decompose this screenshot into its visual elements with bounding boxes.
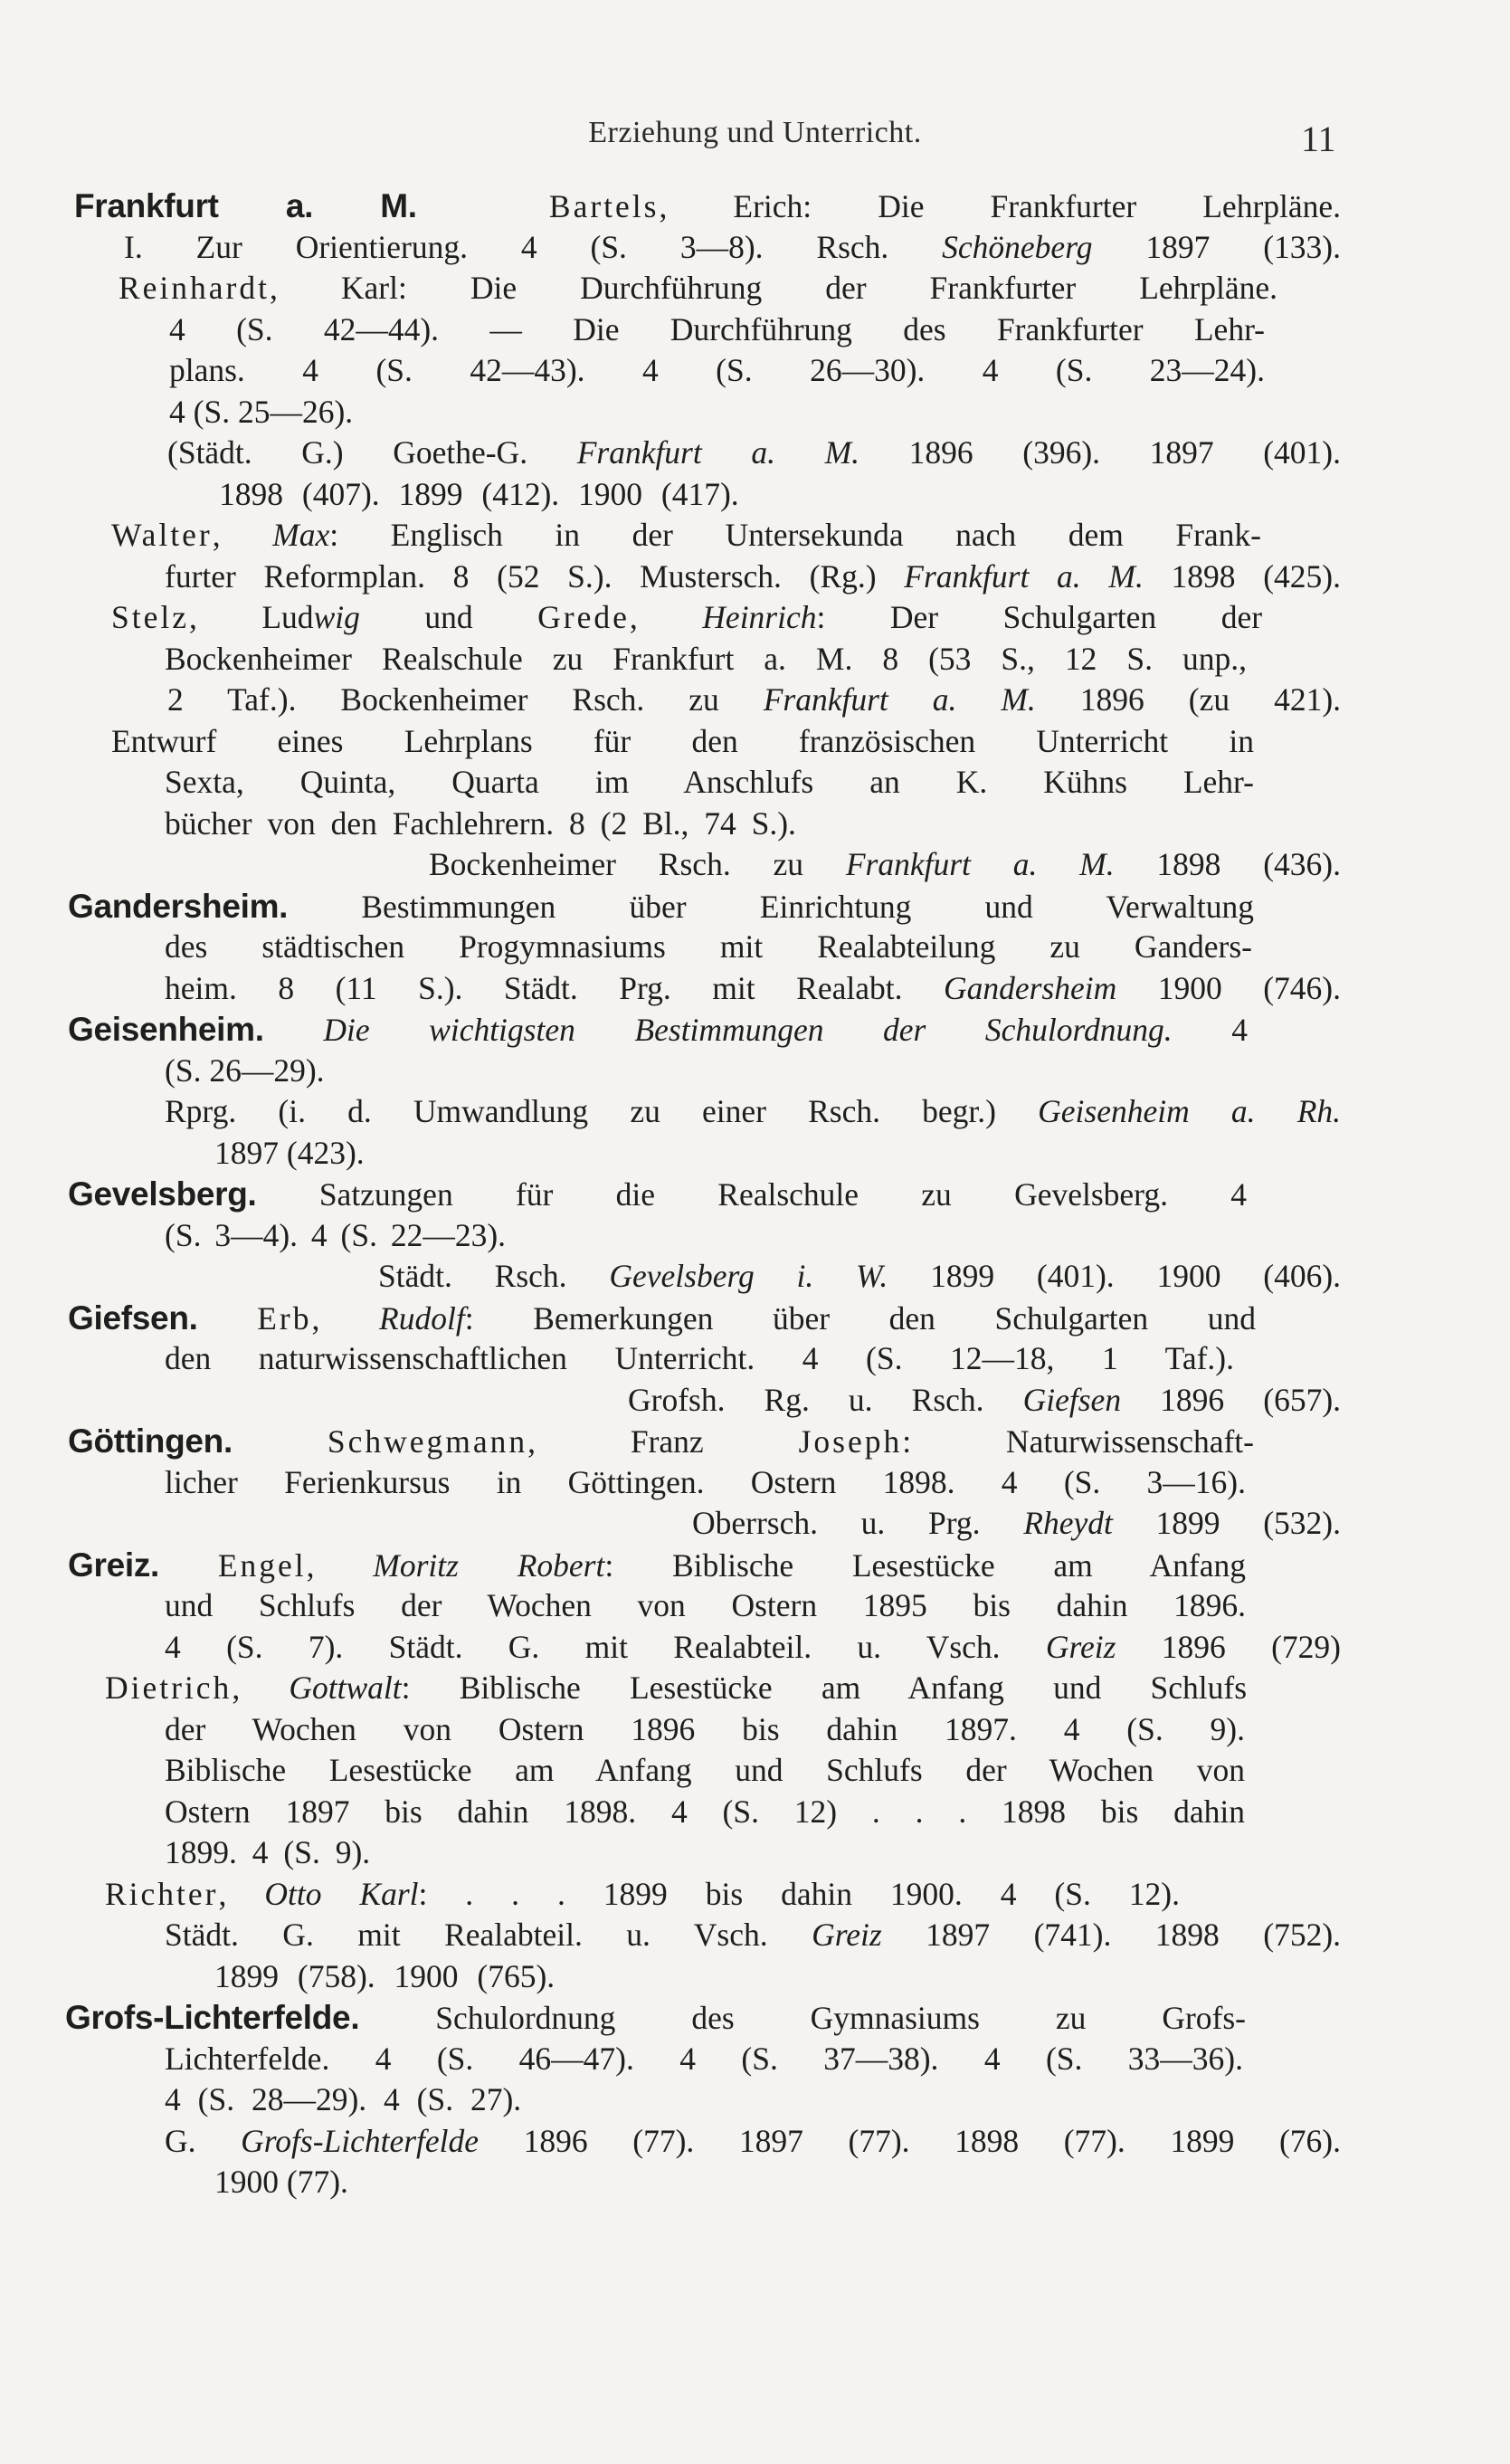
text-line: Geisenheim. Die wichtigsten Bestimmungen der Schulordnung. 4 xyxy=(68,1011,1248,1048)
place-heading: Geisenheim. xyxy=(68,1011,264,1048)
text-line: Walter, Max: Englisch in der Untersekunda nach dem Frank- xyxy=(111,517,1261,553)
entry-gandersheim xyxy=(65,886,1341,1010)
text-line: Grofs-Lichterfelde. Schulordnung des Gymnasiums zu Grofs- xyxy=(65,1999,1247,2036)
text-line: licher Ferienkursus in Göttingen. Ostern 1898. 4 (S. 3—16). xyxy=(165,1463,1246,1500)
entry-frankfurt xyxy=(65,186,1341,886)
text-line: bücher von den Fachlehrern. 8 (2 Bl., 74 S.). xyxy=(165,804,796,842)
text-line: Grofsh. Rg. u. Rsch. Giefsen 1896 (657). xyxy=(628,1381,1342,1418)
entry-gevelsberg xyxy=(65,1174,1341,1298)
place-heading: Göttingen. xyxy=(68,1422,233,1460)
text-line: Göttingen. Schwegmann, Franz Joseph: Naturwissenschaft- xyxy=(68,1422,1254,1460)
text-line: Gevelsberg. Satzungen für die Realschule zu Gevelsberg. 4 xyxy=(68,1175,1247,1213)
text-line: 4 (S. 28—29). 4 (S. 27). xyxy=(165,2081,522,2117)
text-line: Oberrsch. u. Prg. Rheydt 1899 (532). xyxy=(692,1505,1341,1541)
text-line: Frankfurt a. M. Bartels, Erich: Die Frankfurter Lehrpläne. xyxy=(74,187,1342,224)
text-line: 4 (S. 7). Städt. G. mit Realabteil. u. Vsch. Greiz 1896 (729) xyxy=(165,1628,1341,1665)
text-line: den naturwissenschaftlichen Unterricht. 4 (S. 12—18, 1 Taf.). xyxy=(165,1340,1234,1376)
page-body xyxy=(65,186,1341,2203)
text-line: der Wochen von Ostern 1896 bis dahin 1897. 4 (S. 9). xyxy=(165,1710,1245,1747)
entry-grofs-lichterfelde xyxy=(65,1997,1341,2203)
text-line: furter Reformplan. 8 (52 S.). Mustersch. (Rg.) Frankfurt a. M. 1898 (425). xyxy=(165,557,1342,595)
text-line: 1898 (407). 1899 (412). 1900 (417). xyxy=(219,475,739,512)
text-line: G. Grofs-Lichterfelde 1896 (77). 1897 (77). 1898 (77). 1899 (76). xyxy=(165,2122,1341,2159)
text-line: I. Zur Orientierung. 4 (S. 3—8). Rsch. Schöneberg 1897 (133). xyxy=(124,228,1341,265)
text-line: Städt. G. mit Realabteil. u. Vsch. Greiz 1897 (741). 1898 (752). xyxy=(165,1917,1342,1953)
entry-goettingen xyxy=(65,1421,1341,1545)
text-line: (S. 3—4). 4 (S. 22—23). xyxy=(165,1216,507,1253)
text-line: 1900 (77). xyxy=(214,2164,348,2200)
text-line: 4 (S. 25—26). xyxy=(169,393,354,430)
text-line: 4 (S. 42—44). — Die Durchführung des Frankfurter Lehr- xyxy=(169,310,1265,347)
place-heading: Gevelsberg. xyxy=(68,1175,257,1213)
text-line: Biblische Lesestücke am Anfang und Schlufs der Wochen von xyxy=(165,1752,1245,1788)
text-line: (S. 26—29). xyxy=(165,1051,325,1089)
place-heading: Greiz. xyxy=(68,1546,160,1584)
text-line: Sexta, Quinta, Quarta im Anschlufs an K. Kühns Lehr- xyxy=(165,764,1254,800)
text-line: Richter, Otto Karl: . . . 1899 bis dahin 1900. 4 (S. 12). xyxy=(105,1875,1180,1912)
entry-greiz xyxy=(65,1545,1341,1998)
entry-giefsen xyxy=(65,1298,1341,1422)
text-line: Reinhardt, Karl: Die Durchführung der Frankfurter Lehrpläne. xyxy=(119,270,1277,306)
text-line: Stelz, Ludwig und Grede, Heinrich: Der Schulgarten der xyxy=(111,599,1263,635)
text-line: Bockenheimer Rsch. zu Frankfurt a. M. 1898 (436). xyxy=(429,846,1342,882)
entry-geisenheim xyxy=(65,1009,1341,1174)
text-line: Greiz. Engel, Moritz Robert: Biblische Lesestücke am Anfang xyxy=(68,1546,1246,1584)
place-heading: Frankfurt a. M. xyxy=(74,187,417,224)
text-line: 1899. 4 (S. 9). xyxy=(165,1834,371,1870)
text-line: Gandersheim. Bestimmungen über Einrichtung und Verwaltung xyxy=(68,887,1254,925)
text-line: Dietrich, Gottwalt: Biblische Lesestücke am Anfang und Schlufs xyxy=(105,1670,1248,1706)
text-line: des städtischen Progymnasiums mit Realabteilung zu Ganders- xyxy=(165,928,1252,965)
text-line: 2 Taf.). Bockenheimer Rsch. zu Frankfurt a. M. 1896 (zu 421). xyxy=(167,681,1342,718)
text-line: Giefsen. Erb, Rudolf: Bemerkungen über den Schulgarten und xyxy=(68,1299,1257,1337)
page-number: 11 xyxy=(1301,119,1336,159)
text-line: Städt. Rsch. Gevelsberg i. W. 1899 (401). 1900 (406). xyxy=(378,1258,1342,1294)
text-line: und Schlufs der Wochen von Ostern 1895 bis dahin 1896. xyxy=(165,1587,1246,1623)
place-heading: Grofs-Lichterfelde. xyxy=(65,1999,360,2036)
text-line: Rprg. (i. d. Umwandlung zu einer Rsch. begr.) Geisenheim a. Rh. xyxy=(165,1093,1342,1129)
text-line: Entwurf eines Lehrplans für den französischen Unterricht in xyxy=(111,722,1254,759)
place-heading: Gandersheim. xyxy=(68,887,289,925)
text-line: (Städt. G.) Goethe-G. Frankfurt a. M. 1896 (396). 1897 (401). xyxy=(167,434,1342,471)
text-line: heim. 8 (11 S.). Städt. Prg. mit Realabt. Gandersheim 1900 (746). xyxy=(165,969,1341,1006)
text-line: Lichterfelde. 4 (S. 46—47). 4 (S. 37—38). 4 (S. 33—36). xyxy=(165,2040,1243,2077)
text-line: plans. 4 (S. 42—43). 4 (S. 26—30). 4 (S. 23—24). xyxy=(169,352,1265,388)
running-header: Erziehung und Unterricht. xyxy=(588,116,922,149)
place-heading: Giefsen. xyxy=(68,1299,198,1337)
text-line: 1899 (758). 1900 (765). xyxy=(214,1957,556,1994)
text-line: Bockenheimer Realschule zu Frankfurt a. M. 8 (53 S., 12 S. unp., xyxy=(165,640,1247,677)
text-line: Ostern 1897 bis dahin 1898. 4 (S. 12) . . . 1898 bis dahin xyxy=(165,1793,1245,1830)
text-line: 1897 (423). xyxy=(214,1134,365,1171)
